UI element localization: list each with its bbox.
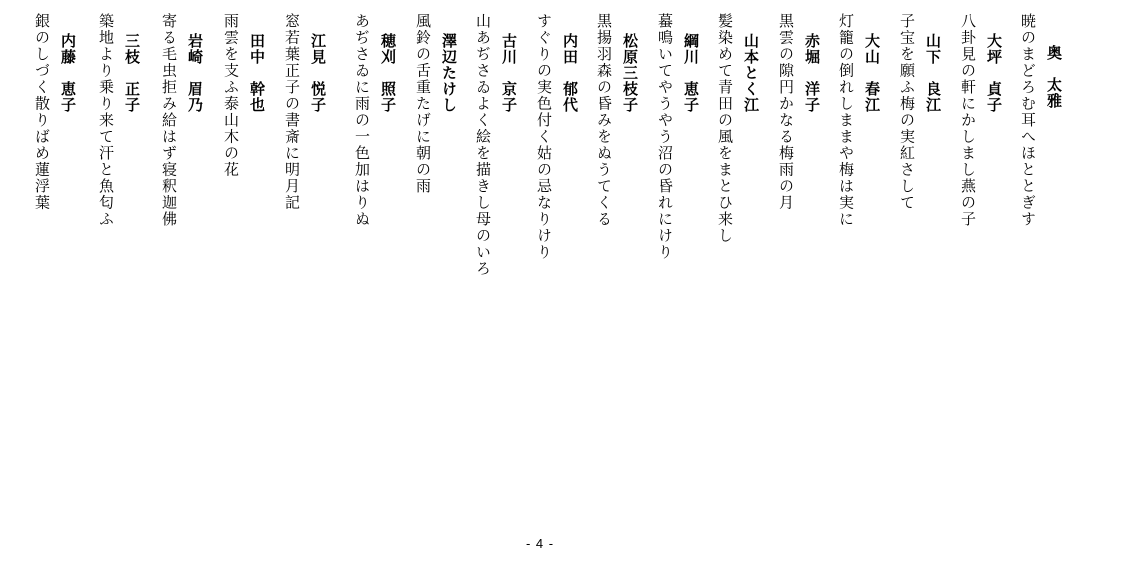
author-name: 奥 太雅: [1045, 45, 1063, 109]
haiku-entry: [759, 13, 823, 433]
haiku-text: 雨雲を支ふ泰山木の花: [222, 13, 240, 178]
author-name: 穂刈 照子: [379, 33, 397, 113]
haiku-text: 髪染めて青田の風をまとひ来し: [716, 13, 734, 244]
haiku-text: 蟇鳴いてやうやう沼の昏れにけり: [656, 13, 674, 261]
author-name: 松原三枝子: [621, 33, 639, 113]
author-name: 田中 幹也: [248, 33, 266, 113]
author-name: 内田 郁代: [561, 33, 579, 113]
author-name: 赤堀 洋子: [803, 33, 821, 113]
author-name: 澤辺たけし: [440, 33, 458, 113]
haiku-entry: [698, 13, 762, 433]
haiku-text: 八卦見の軒にかしまし燕の子: [959, 13, 977, 228]
author-name: 綱川 恵子: [682, 33, 700, 113]
author-name: 江見 悦子: [309, 33, 327, 113]
author-name: 山本とく江: [742, 33, 760, 113]
haiku-entry: [335, 13, 399, 433]
haiku-text: 風鈴の舌重たげに朝の雨: [414, 13, 432, 195]
haiku-text: 銀のしづく散りばめ蓮浮葉: [33, 13, 51, 211]
haiku-text: 寄る毛虫拒み給はず寝釈迦佛: [160, 13, 178, 228]
author-name: 山下 良江: [924, 33, 942, 113]
author-name: 内藤 恵子: [59, 33, 77, 113]
haiku-entry: [638, 13, 702, 433]
author-name: 岩崎 眉乃: [186, 33, 204, 113]
haiku-entry: [204, 13, 268, 433]
haiku-text: 築地より乗り来て汗と魚匂ふ: [97, 13, 115, 228]
haiku-text: 山あぢさゐよく絵を描きし母のいろ: [474, 13, 492, 277]
haiku-entry: [941, 13, 1005, 433]
haiku-text: 黒雲の隙円かなる梅雨の月: [777, 13, 795, 211]
page-number: - 4 -: [525, 536, 555, 551]
haiku-entry: [577, 13, 641, 433]
haiku-entry: [79, 13, 143, 433]
author-name: 古川 京子: [500, 33, 518, 113]
haiku-text: 窓若葉正子の書斎に明月記: [283, 13, 301, 211]
haiku-entry: [15, 13, 79, 433]
haiku-text: すぐりの実色付く姑の忌なりけり: [535, 13, 553, 261]
haiku-entry: [1001, 13, 1065, 433]
haiku-entry: [456, 13, 520, 433]
haiku-text: 灯籠の倒れしままや梅は実に: [837, 13, 855, 228]
haiku-entry: [396, 13, 460, 433]
author-name: 大坪 貞子: [985, 33, 1003, 113]
haiku-text: 黒揚羽森の昏みをぬうてくる: [595, 13, 613, 228]
author-name: 三枝 正子: [123, 33, 141, 113]
haiku-text: あぢさゐに雨の一色加はりぬ: [353, 13, 371, 228]
haiku-entry: [819, 13, 883, 433]
haiku-text: 子宝を願ふ梅の実紅さして: [898, 13, 916, 211]
haiku-entry: [142, 13, 206, 433]
haiku-entry: [517, 13, 581, 433]
haiku-entry: [265, 13, 329, 433]
haiku-entry: [880, 13, 944, 433]
author-name: 大山 春江: [863, 33, 881, 113]
haiku-text: 暁のまどろむ耳へほととぎす: [1019, 13, 1037, 228]
